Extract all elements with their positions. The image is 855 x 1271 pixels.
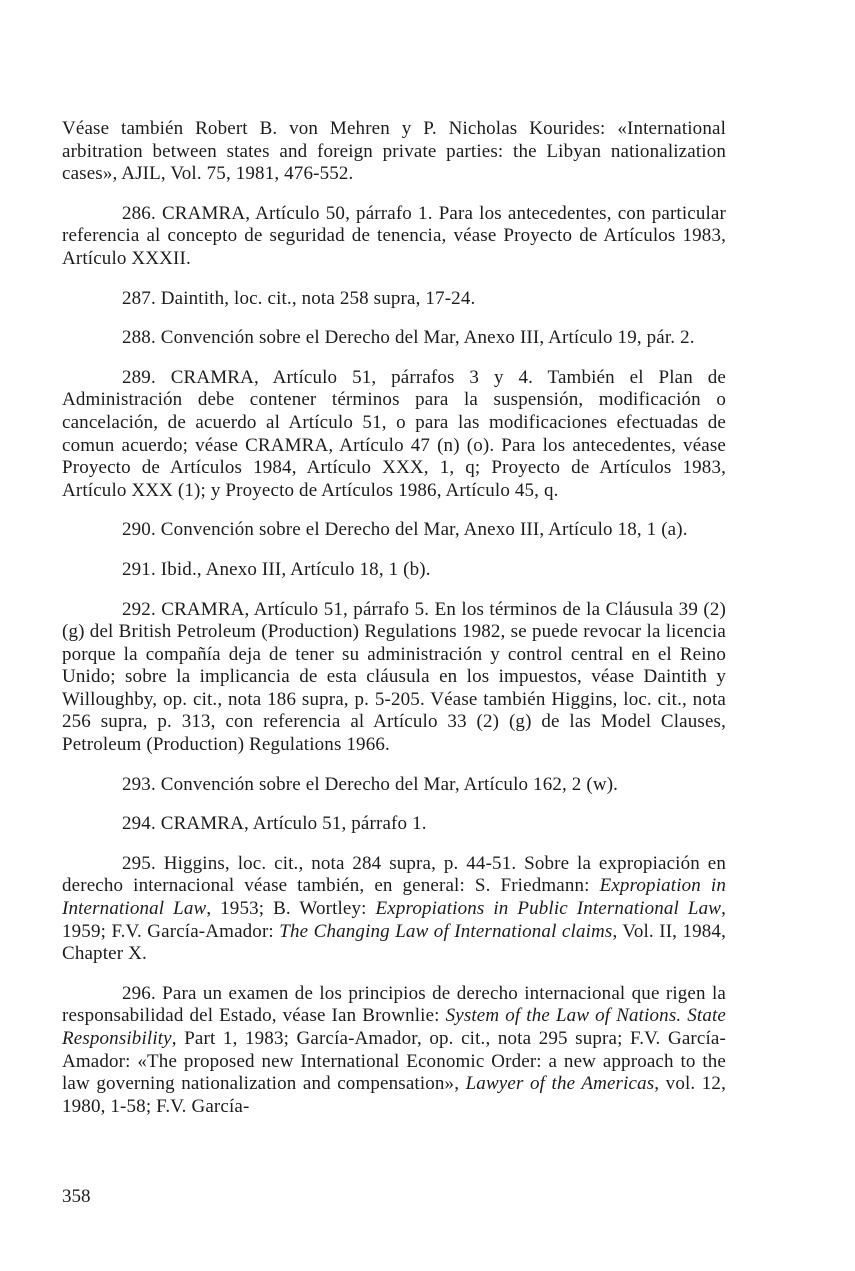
note-text: , Part 1, 1983; García-Amador, op. cit., nota 295 supra; F.V. García-Amador: «The proposed new International Economic Order: a new approach to the law governing nationalization and compensation», <box>62 1028 726 1095</box>
note-text: 292. CRAMRA, Artículo 51, párrafo 5. En los términos de la Cláusula 39 (2) (g) del British Petroleum (Production) Regulations 1982, se puede revocar la licencia porque la compañía deja de tener su administración y control central en el Reino Unido; sobre la implicancia de esta cláusula en los impuestos, véase Daintith y Willoughby, op. cit., nota 186 supra, p. 5-205. Véase también Higgins, loc. cit., nota 256 supra, p. 313, con referencia al Artículo 33 (2) (g) de las Model Clauses, Petroleum (Production) Regulations 1966. <box>62 598 726 756</box>
footnote-296 <box>62 983 726 1119</box>
note-text: 289. CRAMRA, Artículo 51, párrafos 3 y 4. También el Plan de Administración debe contener términos para la suspensión, modificación o cancelación, de acuerdo al Artículo 51, o para las modificaciones efectuadas de comun acuerdo; véase CRAMRA, Artículo 47 (n) (o). Para los antecedentes, véase Proyecto de Artículos 1984, Artículo XXX, 1, q; Proyecto de Artículos 1983, Artículo XXX (1); y Proyecto de Artículos 1986, Artículo 45, q. <box>62 366 726 501</box>
cited-title: Expropiation in International Law <box>62 875 727 920</box>
footnote-288 <box>62 327 726 350</box>
footnote-293 <box>62 774 726 797</box>
note-text: 295. Higgins, loc. cit., nota 284 supra, p. 44-51. Sobre la expropiación en derecho internacional véase también, en general: S. Friedmann: <box>62 852 726 897</box>
footnote-295 <box>62 853 726 966</box>
cited-title: Lawyer of the Americas <box>465 1073 655 1095</box>
cited-title: The Changing Law of International claims <box>279 920 613 942</box>
note-text: , vol. 12, 1980, 1-58; F.V. García- <box>62 1073 726 1117</box>
note-text: , Vol. II, 1984, Chapter X. <box>62 920 726 965</box>
footnote-290 <box>62 519 726 542</box>
footnote-291 <box>62 559 726 582</box>
page-number: 358 <box>62 1186 91 1207</box>
note-text: 286. CRAMRA, Artículo 50, párrafo 1. Para los antecedentes, con particular referencia al concepto de seguridad de tenencia, véase Proyecto de Artículos 1983, Artículo XXXII. <box>62 202 726 269</box>
note-text: 287. Daintith, loc. cit., nota 258 supra, 17-24. <box>122 287 476 309</box>
footnote-287 <box>62 288 726 311</box>
note-text: 291. Ibid., Anexo III, Artículo 18, 1 (b). <box>122 558 431 580</box>
footnote-292 <box>62 599 726 757</box>
cited-title: System of the Law of Nations. State Responsibility <box>62 1005 726 1049</box>
footnotes-body <box>62 118 726 1135</box>
note-text: Véase también Robert B. von Mehren y P. Nicholas Kourides: «International arbitration between states and foreign private parties: the Libyan nationalization cases», AJIL, Vol. 75, 1981, 476-552. <box>62 118 726 185</box>
note-text: 294. CRAMRA, Artículo 51, párrafo 1. <box>122 813 427 835</box>
note-text: 290. Convención sobre el Derecho del Mar, Anexo III, Artículo 18, 1 (a). <box>122 519 688 541</box>
footnote-289 <box>62 367 726 503</box>
note-text: 288. Convención sobre el Derecho del Mar, Anexo III, Artículo 19, pár. 2. <box>122 327 695 349</box>
note-text: 293. Convención sobre el Derecho del Mar, Artículo 162, 2 (w). <box>122 773 619 795</box>
note-text: 296. Para un examen de los principios de derecho internacional que rigen la responsabilidad del Estado, véase Ian Brownlie: <box>62 982 726 1027</box>
footnote-286 <box>62 203 726 271</box>
cited-title: Expropiations in Public International Law <box>375 898 722 920</box>
footnote-continuation <box>62 118 726 186</box>
note-text: , 1959; F.V. García-Amador: <box>62 898 726 942</box>
note-text: , 1953; B. Wortley: <box>206 898 376 920</box>
footnote-294 <box>62 813 726 836</box>
